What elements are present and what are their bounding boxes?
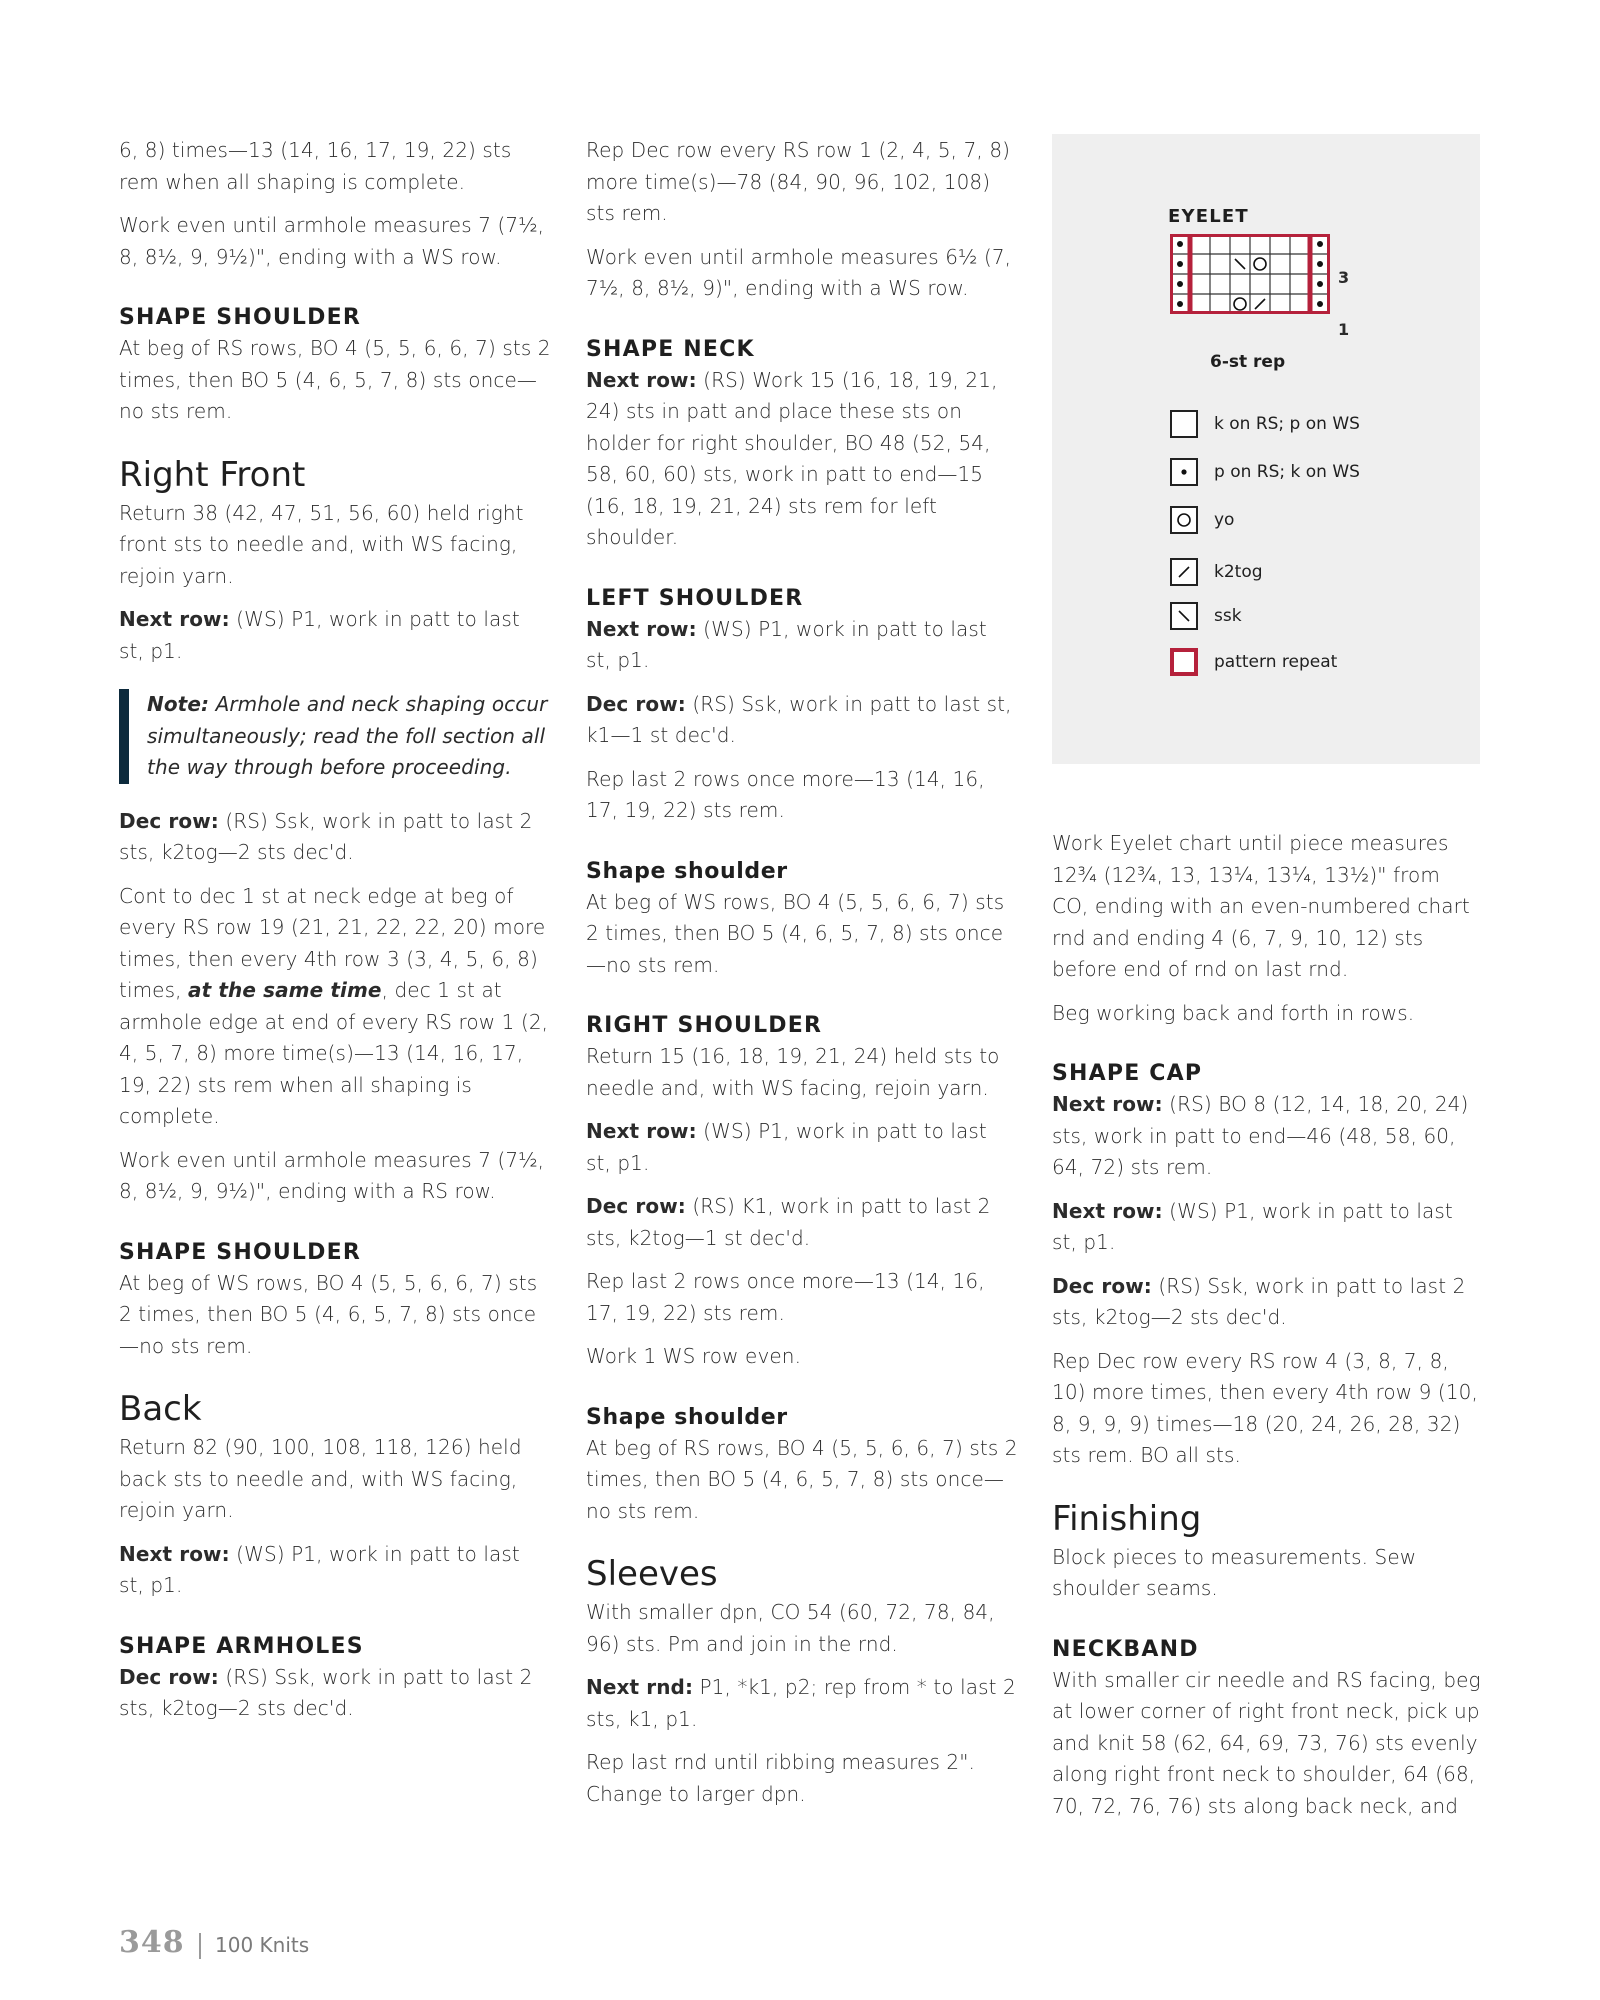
paragraph: At beg of RS rows, BO 4 (5, 5, 6, 6, 7) sts 2 times, then BO 5 (4, 6, 5, 7, 8) sts once—no sts rem. [586, 1435, 1018, 1523]
purl-dot-icon [1177, 261, 1183, 267]
note-body: Armhole and neck shaping occur simultaneously; read the foll section all the way through before proceeding. [147, 692, 548, 779]
eyelet-chart-panel [1052, 134, 1480, 764]
instruction-text: , dec 1 st at armhole edge at end of every RS row 1 (2, 4, 5, 7, 8) more time(s)—13 (14, 16, 17, 19, 22) sts rem when all shaping is complete. [119, 978, 549, 1128]
column-left [119, 135, 551, 1737]
paragraph [119, 881, 551, 1133]
instruction-lead: Next row: [586, 616, 697, 641]
paragraph: With smaller cir needle and RS facing, beg at lower corner of right front neck, pick up and knit 58 (62, 64, 69, 73, 76) sts evenly along right front neck to shoulder, 64 (68, 70, 72, 76, 76) sts along back neck, and [1052, 1667, 1481, 1818]
paragraph [1052, 1089, 1482, 1184]
section-heading: NECKBAND [1052, 1636, 1199, 1662]
red-outline-square-icon [1170, 648, 1198, 676]
paragraph [1052, 1196, 1482, 1259]
paragraph: Work even until armhole measures 7 (7½, 8, 8½, 9, 9½)", ending with a WS row. [119, 213, 545, 269]
section-title: Right Front [119, 454, 306, 495]
instruction-text: Cont to dec 1 st at neck edge at beg of every RS row 19 (21, 21, 22, 22, 20) more times, then every 4th row 3 (3, 4, 5, 6, 8) times, [119, 883, 546, 1002]
section-heading: SHAPE ARMHOLES [119, 1633, 364, 1659]
subsection-heading: Shape shoulder [586, 1404, 788, 1430]
paragraph: Work Eyelet chart until piece measures 12¾ (12¾, 13, 13¼, 13¼, 13½)" from CO, ending with an even-numbered chart rnd and ending 4 (6, 7, 9, 10, 12) sts before end of rnd on last rnd. [1052, 831, 1470, 981]
paragraph: With smaller dpn, CO 54 (60, 72, 78, 84, 96) sts. Pm and join in the rnd. [586, 1600, 995, 1656]
legend-label: k2tog [1214, 562, 1263, 582]
footer-divider [199, 1933, 201, 1959]
section-heading: RIGHT SHOULDER [586, 1013, 823, 1038]
paragraph [586, 614, 1018, 677]
paragraph [119, 1662, 551, 1725]
instruction-text: (RS) Ssk, work in patt to last 2 sts, k2tog—2 sts dec'd. [119, 1664, 533, 1720]
instruction-text: (RS) BO 8 (12, 14, 18, 20, 24) sts, work in patt to end—46 (48, 58, 60, 64, 72) sts rem. [1052, 1092, 1469, 1179]
slash-left-square-icon [1170, 602, 1198, 630]
section-heading: SHAPE NECK [586, 336, 755, 362]
row-number-label: 1 [1338, 320, 1350, 339]
chart-title: EYELET [1168, 206, 1249, 227]
repeat-label: 6-st rep [1210, 352, 1286, 372]
paragraph: Return 38 (42, 47, 51, 56, 60) held right front sts to needle and, with WS facing, rejoin yarn. [119, 500, 524, 588]
paragraph [119, 806, 551, 869]
instruction-lead: Next row: [1052, 1092, 1163, 1116]
section-heading: SHAPE CAP [1052, 1061, 1203, 1086]
legend-label: ssk [1214, 606, 1242, 626]
instruction-lead: Next row: [119, 607, 230, 631]
paragraph: Return 82 (90, 100, 108, 118, 126) held back sts to needle and, with WS facing, rejoin yarn. [119, 1435, 522, 1522]
slash-right-square-icon [1170, 558, 1198, 586]
column-middle [586, 135, 1018, 1822]
instruction-lead: Next row: [1052, 1198, 1163, 1223]
section-title: Back [119, 1389, 202, 1429]
paragraph [586, 1191, 1018, 1254]
instruction-text: (RS) Ssk, work in patt to last st, k1—1 st dec'd. [586, 691, 1012, 747]
instruction-text: (WS) P1, work in patt to last st, p1. [586, 1119, 987, 1175]
paragraph: Rep last 2 rows once more—13 (14, 16, 17, 19, 22) sts rem. [586, 766, 985, 822]
legend-label: yo [1214, 510, 1235, 530]
section-heading: LEFT SHOULDER [586, 585, 804, 611]
purl-dot-icon [1177, 301, 1183, 307]
paragraph: Work even until armhole measures 6½ (7, 7½, 8, 8½, 9)", ending with a WS row. [586, 244, 1012, 300]
eyelet-chart-grid [1170, 234, 1330, 314]
section-heading: SHAPE SHOULDER [119, 305, 361, 330]
instruction-text: (WS) P1, work in patt to last st, p1. [1052, 1198, 1453, 1254]
legend-label: p on RS; k on WS [1214, 462, 1360, 482]
paragraph: Rep last 2 rows once more—13 (14, 16, 17, 19, 22) sts rem. [586, 1269, 985, 1325]
instruction-text: P1, *k1, p2; rep from * to last 2 sts, k1, p1. [586, 1675, 1016, 1731]
instruction-text: (RS) Ssk, work in patt to last 2 sts, k2tog—2 sts dec'd. [119, 808, 533, 864]
note-label: Note: [147, 692, 210, 716]
instruction-text: (RS) Work 15 (16, 18, 19, 21, 24) sts in patt and place these sts on holder for right shoulder, BO 48 (52, 54, 58, 60, 60) sts, work in patt to end—15 (16, 18, 19, 21, 24) sts rem for left shoulder. [586, 367, 998, 549]
instruction-lead: Dec row: [586, 1194, 686, 1218]
book-title: 100 Knits [215, 1933, 310, 1957]
paragraph: Return 15 (16, 18, 19, 21, 24) held sts to needle and, with WS facing, rejoin yarn. [586, 1044, 1000, 1100]
paragraph: Block pieces to measurements. Sew shoulder seams. [1052, 1544, 1417, 1600]
instruction-lead: Dec row: [1052, 1273, 1152, 1298]
paragraph [586, 689, 1018, 752]
paragraph [586, 1672, 1018, 1735]
instruction-text: (RS) Ssk, work in patt to last 2 sts, k2tog—2 sts dec'd. [1052, 1273, 1466, 1329]
instruction-lead: Next row: [586, 1119, 697, 1143]
legend-label: pattern repeat [1214, 652, 1338, 672]
purl-dot-icon [1317, 261, 1323, 267]
blank-square-icon [1170, 410, 1198, 438]
paragraph: Work 1 WS row even. [586, 1344, 802, 1368]
paragraph: At beg of WS rows, BO 4 (5, 5, 6, 6, 7) sts 2 times, then BO 5 (4, 6, 5, 7, 8) sts once—no sts rem. [586, 889, 1005, 977]
section-heading: SHAPE SHOULDER [119, 1239, 361, 1265]
note-callout [119, 689, 551, 784]
emphasis-text: at the same time [188, 978, 382, 1002]
instruction-text: (WS) P1, work in patt to last st, p1. [119, 607, 520, 663]
paragraph [1052, 1271, 1482, 1334]
instruction-lead: Dec row: [586, 691, 686, 716]
paragraph: 6, 8) times—13 (14, 16, 17, 19, 22) sts rem when all shaping is complete. [119, 138, 512, 194]
instruction-lead: Next row: [119, 1541, 230, 1566]
purl-dot-icon [1317, 281, 1323, 287]
paragraph: At beg of RS rows, BO 4 (5, 5, 6, 6, 7) sts 2 times, then BO 5 (4, 6, 5, 7, 8) sts once—no sts rem. [119, 336, 551, 423]
section-title: Sleeves [586, 1554, 718, 1594]
row-number-label: 3 [1338, 268, 1350, 287]
paragraph [119, 1539, 551, 1602]
paragraph [119, 604, 551, 667]
paragraph: Work even until armhole measures 7 (7½, 8, 8½, 9, 9½)", ending with a RS row. [119, 1147, 545, 1203]
paragraph: Rep last rnd until ribbing measures 2". Change to larger dpn. [586, 1750, 975, 1806]
paragraph: Rep Dec row every RS row 1 (2, 4, 5, 7, 8) more time(s)—78 (84, 90, 96, 102, 108) sts rem. [586, 138, 1011, 225]
column-right [1052, 828, 1482, 1834]
instruction-text: (RS) K1, work in patt to last 2 sts, k2tog—1 st dec'd. [586, 1194, 991, 1250]
page-number: 348 [119, 1925, 185, 1960]
circle-square-icon [1170, 506, 1198, 534]
paragraph: Rep Dec row every RS row 4 (3, 8, 7, 8, 10) more times, then every 4th row 9 (10, 8, 9, 9, 9) times—18 (20, 24, 26, 28, 32) sts rem. BO all sts. [1052, 1348, 1478, 1467]
dot-square-icon [1170, 458, 1198, 486]
section-title: Finishing [1052, 1498, 1202, 1539]
paragraph: At beg of WS rows, BO 4 (5, 5, 6, 6, 7) sts 2 times, then BO 5 (4, 6, 5, 7, 8) sts once—no sts rem. [119, 1270, 538, 1358]
instruction-lead: Next row: [586, 367, 697, 392]
instruction-lead: Dec row: [119, 808, 219, 833]
paragraph [586, 1116, 1018, 1179]
instruction-text: (WS) P1, work in patt to last st, p1. [586, 616, 987, 672]
instruction-text: (WS) P1, work in patt to last st, p1. [119, 1541, 520, 1597]
note-paragraph [147, 689, 551, 784]
legend-label: k on RS; p on WS [1214, 414, 1360, 434]
instruction-lead: Next rnd: [586, 1675, 694, 1699]
instruction-lead: Dec row: [119, 1664, 219, 1689]
paragraph [586, 365, 1018, 554]
purl-dot-icon [1317, 241, 1323, 247]
subsection-heading: Shape shoulder [586, 858, 788, 884]
purl-dot-icon [1177, 241, 1183, 247]
paragraph: Beg working back and forth in rows. [1052, 1000, 1415, 1025]
purl-dot-icon [1317, 301, 1323, 307]
purl-dot-icon [1177, 281, 1183, 287]
